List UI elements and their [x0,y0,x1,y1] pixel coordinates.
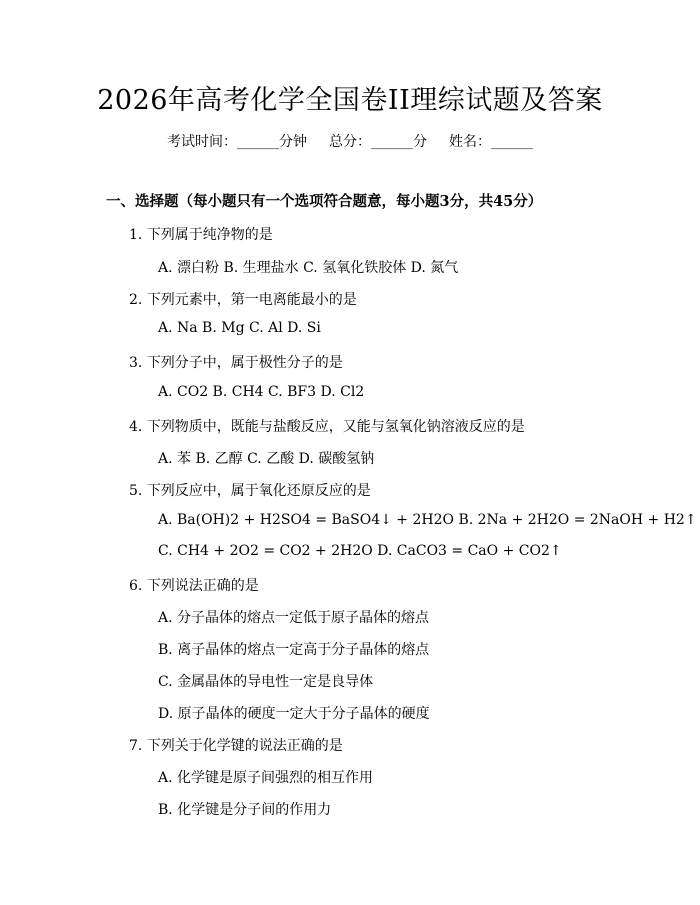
exam-time-field: 考试时间：______分钟 [167,134,307,150]
question-2-options: A. Na B. Mg C. Al D. Si [158,320,321,336]
question-4-stem: 4. 下列物质中，既能与盐酸反应，又能与氢氧化钠溶液反应的是 [129,419,525,435]
question-6-option-b: B. 离子晶体的熔点一定高于分子晶体的熔点 [158,642,430,658]
question-6-option-d: D. 原子晶体的硬度一定大于分子晶体的硬度 [158,706,430,722]
question-7-option-a: A. 化学键是原子间强烈的相互作用 [158,770,374,786]
exam-info-row [0,131,700,151]
question-4-options: A. 苯 B. 乙醇 C. 乙酸 D. 碳酸氢钠 [158,451,375,467]
question-3-options: A. CO2 B. CH4 C. BF3 D. Cl2 [158,384,365,400]
student-name-field: 姓名：______ [449,134,533,150]
question-7-stem: 7. 下列关于化学键的说法正确的是 [129,738,343,754]
question-5-stem: 5. 下列反应中，属于氧化还原反应的是 [129,483,371,499]
question-2-stem: 2. 下列元素中，第一电离能最小的是 [129,292,357,308]
question-3-stem: 3. 下列分子中，属于极性分子的是 [129,355,343,371]
total-score-field: 总分：______分 [329,134,427,150]
question-6-option-a: A. 分子晶体的熔点一定低于原子晶体的熔点 [158,610,430,626]
question-5-options-cd: C. CH4 + 2O2 = CO2 + 2H2O D. CaCO3 = CaO + CO2↑ [158,543,562,559]
question-7-option-b: B. 化学键是分子间的作用力 [158,802,332,818]
section-heading-multiple-choice: 一、选择题（每小题只有一个选项符合题意，每小题3分，共45分） [106,193,543,210]
question-5-options-ab: A. Ba(OH)2 + H2SO4 = BaSO4↓ + 2H2O B. 2Na + 2H2O = 2NaOH + H2↑ [158,512,697,528]
question-1-stem: 1. 下列属于纯净物的是 [129,227,273,243]
question-6-stem: 6. 下列说法正确的是 [129,578,259,594]
question-1-options: A. 漂白粉 B. 生理盐水 C. 氢氧化铁胶体 D. 氮气 [158,260,459,276]
exam-title: 2026年高考化学全国卷II理综试题及答案 [97,85,603,116]
question-6-option-c: C. 金属晶体的导电性一定是良导体 [158,674,374,690]
